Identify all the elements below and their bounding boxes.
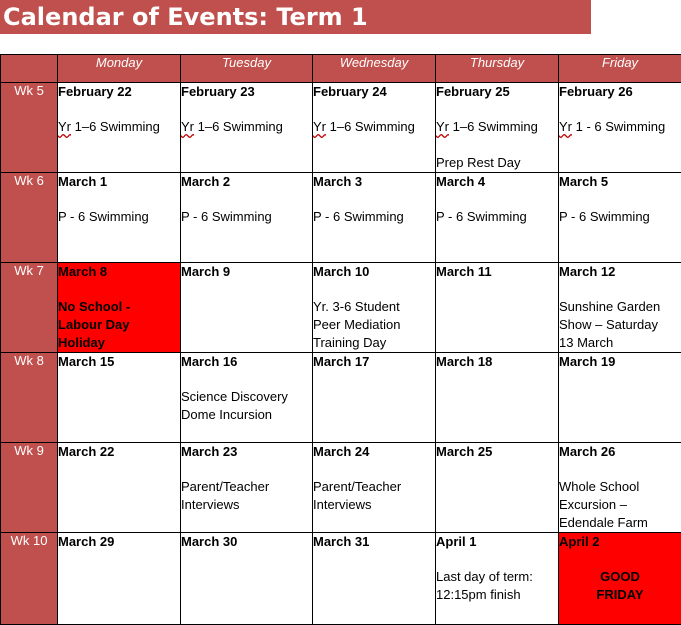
- event-line: [436, 118, 558, 136]
- day-cell-thursday: [436, 263, 559, 353]
- day-cell-wednesday: [313, 263, 436, 353]
- spacer: [559, 100, 681, 118]
- spacer: [313, 100, 435, 118]
- date-label: March 24: [313, 444, 370, 459]
- event-text: Parent/Teacher: [313, 479, 402, 494]
- week-row: [1, 533, 681, 625]
- event-prefix: Yr: [436, 119, 449, 134]
- day-cell-thursday: [436, 533, 559, 625]
- day-header-tuesday: Tuesday: [181, 55, 313, 83]
- event-text: Labour Day: [58, 317, 130, 332]
- event-text: GOOD: [600, 569, 640, 584]
- page-title: Calendar of Events: Term 1: [0, 0, 591, 34]
- week-row: [1, 443, 681, 533]
- event-line: [58, 334, 180, 352]
- event-line: [313, 208, 435, 226]
- day-cell-wednesday: [313, 443, 436, 533]
- spacer: [181, 190, 312, 208]
- event-line: [436, 586, 558, 604]
- day-header-friday: Friday: [559, 55, 681, 83]
- day-cell-wednesday: [313, 173, 436, 263]
- event-line: [559, 496, 681, 514]
- event-prefix: Yr: [313, 119, 326, 134]
- event-line: [181, 208, 312, 226]
- day-cell-monday: [58, 353, 181, 443]
- event-line: [181, 478, 312, 496]
- event-line: [559, 208, 681, 226]
- event-line: [559, 316, 681, 334]
- calendar-table: [0, 54, 681, 625]
- week-label: Wk 6: [1, 173, 58, 263]
- event-text: P - 6 Swimming: [436, 209, 527, 224]
- event-line: [559, 478, 681, 496]
- event-line: [313, 478, 435, 496]
- date-label: March 17: [313, 354, 370, 369]
- day-header-wednesday: Wednesday: [313, 55, 436, 83]
- day-cell-tuesday: [181, 353, 313, 443]
- event-text: Excursion –: [559, 497, 627, 512]
- week-label: Wk 9: [1, 443, 58, 533]
- week-row: [1, 353, 681, 443]
- event-text: 13 March: [559, 335, 614, 350]
- spacer: [436, 100, 558, 118]
- date-label: March 19: [559, 354, 616, 369]
- event-text: Show – Saturday: [559, 317, 659, 332]
- event-text: Prep Rest Day: [436, 155, 521, 170]
- event-text: Yr. 3-6 Student: [313, 299, 400, 314]
- event-prefix: Yr: [181, 119, 194, 134]
- event-line: [559, 298, 681, 316]
- event-line: [181, 388, 312, 406]
- calendar-body: [1, 83, 681, 625]
- event-line: [559, 334, 681, 352]
- event-line: [181, 406, 312, 424]
- date-label: March 4: [436, 174, 486, 189]
- week-row: [1, 83, 681, 173]
- event-line: [559, 586, 681, 604]
- week-label: Wk 7: [1, 263, 58, 353]
- date-label: February 24: [313, 84, 387, 99]
- date-label: March 16: [181, 354, 238, 369]
- date-label: March 10: [313, 264, 370, 279]
- day-cell-thursday: [436, 443, 559, 533]
- spacer: [58, 280, 180, 298]
- spacer: [181, 370, 312, 388]
- day-cell-tuesday: [181, 173, 313, 263]
- event-text: Science Discovery: [181, 389, 288, 404]
- date-label: February 26: [559, 84, 633, 99]
- date-label: March 9: [181, 264, 231, 279]
- date-label: March 31: [313, 534, 370, 549]
- event-prefix: Yr: [58, 119, 71, 134]
- date-label: March 18: [436, 354, 493, 369]
- date-label: March 1: [58, 174, 108, 189]
- date-label: March 5: [559, 174, 609, 189]
- event-text: 1 - 6 Swimming: [572, 119, 666, 134]
- spacer: [559, 460, 681, 478]
- spacer: [436, 190, 558, 208]
- day-cell-thursday: [436, 353, 559, 443]
- event-text: P - 6 Swimming: [181, 209, 272, 224]
- spacer: [58, 190, 180, 208]
- event-line: [313, 334, 435, 352]
- date-label: March 25: [436, 444, 493, 459]
- date-label: March 23: [181, 444, 238, 459]
- day-cell-tuesday: [181, 443, 313, 533]
- day-cell-tuesday: [181, 533, 313, 625]
- day-header-row: [1, 55, 681, 83]
- day-header-monday: Monday: [58, 55, 181, 83]
- date-label: March 15: [58, 354, 115, 369]
- day-cell-friday: [559, 443, 681, 533]
- day-cell-monday: [58, 173, 181, 263]
- day-cell-friday: [559, 353, 681, 443]
- week-row: [1, 263, 681, 353]
- spacer: [58, 100, 180, 118]
- date-label: March 8: [58, 264, 108, 279]
- day-cell-wednesday: [313, 533, 436, 625]
- date-label: February 25: [436, 84, 510, 99]
- event-line: [436, 136, 558, 154]
- spacer: [436, 550, 558, 568]
- event-text: P - 6 Swimming: [559, 209, 650, 224]
- day-cell-monday: [58, 533, 181, 625]
- week-row: [1, 173, 681, 263]
- event-text: 1–6 Swimming: [326, 119, 415, 134]
- date-label: February 22: [58, 84, 132, 99]
- date-label: March 29: [58, 534, 115, 549]
- spacer: [559, 190, 681, 208]
- spacer: [313, 460, 435, 478]
- event-text: Peer Mediation: [313, 317, 401, 332]
- event-text: Sunshine Garden: [559, 299, 661, 314]
- day-cell-friday: [559, 83, 681, 173]
- event-line: [58, 316, 180, 334]
- date-label: March 26: [559, 444, 616, 459]
- event-line: [436, 568, 558, 586]
- event-text: 12:15pm finish: [436, 587, 521, 602]
- event-line: [313, 496, 435, 514]
- day-cell-thursday: [436, 83, 559, 173]
- event-text: FRIDAY: [596, 587, 644, 602]
- event-text: Edendale Farm: [559, 515, 648, 530]
- date-label: March 30: [181, 534, 238, 549]
- event-line: [436, 208, 558, 226]
- event-text: Interviews: [181, 497, 240, 512]
- event-line: [58, 118, 180, 136]
- day-cell-tuesday: [181, 263, 313, 353]
- day-cell-monday: [58, 443, 181, 533]
- day-header-thursday: Thursday: [436, 55, 559, 83]
- day-cell-thursday: [436, 173, 559, 263]
- event-text: Training Day: [313, 335, 387, 350]
- header-corner: [1, 55, 58, 83]
- event-text: No School -: [58, 299, 131, 314]
- event-line: [58, 208, 180, 226]
- event-text: Dome Incursion: [181, 407, 273, 422]
- date-label: March 2: [181, 174, 231, 189]
- event-line: [559, 514, 681, 532]
- day-cell-monday: [58, 83, 181, 173]
- date-label: March 12: [559, 264, 616, 279]
- date-label: February 23: [181, 84, 255, 99]
- spacer: [181, 100, 312, 118]
- week-label: Wk 8: [1, 353, 58, 443]
- event-text: Parent/Teacher: [181, 479, 270, 494]
- event-line: [58, 298, 180, 316]
- spacer: [313, 280, 435, 298]
- event-line: [313, 118, 435, 136]
- event-line: [181, 496, 312, 514]
- date-label: April 1: [436, 534, 477, 549]
- event-text: Last day of term:: [436, 569, 533, 584]
- event-prefix: Yr: [559, 119, 572, 134]
- event-text: Interviews: [313, 497, 372, 512]
- event-text: Whole School: [559, 479, 640, 494]
- day-cell-wednesday: [313, 353, 436, 443]
- week-label: Wk 5: [1, 83, 58, 173]
- event-text: 1–6 Swimming: [194, 119, 283, 134]
- date-label: April 2: [559, 534, 600, 549]
- event-line: [313, 316, 435, 334]
- event-text: Holiday: [58, 335, 105, 350]
- spacer: [559, 280, 681, 298]
- spacer: [181, 460, 312, 478]
- event-line: [181, 118, 312, 136]
- date-label: March 3: [313, 174, 363, 189]
- spacer: [313, 190, 435, 208]
- day-cell-tuesday: [181, 83, 313, 173]
- event-line: [436, 154, 558, 172]
- spacer: [559, 550, 681, 568]
- event-line: [559, 118, 681, 136]
- event-text: P - 6 Swimming: [313, 209, 404, 224]
- date-label: March 22: [58, 444, 115, 459]
- week-label: Wk 10: [1, 533, 58, 625]
- day-cell-friday: [559, 263, 681, 353]
- event-text: P - 6 Swimming: [58, 209, 149, 224]
- day-cell-monday: [58, 263, 181, 353]
- event-line: [313, 298, 435, 316]
- day-cell-friday: [559, 173, 681, 263]
- event-text: 1–6 Swimming: [71, 119, 160, 134]
- day-cell-friday: [559, 533, 681, 625]
- event-text: 1–6 Swimming: [449, 119, 538, 134]
- day-cell-wednesday: [313, 83, 436, 173]
- date-label: March 11: [436, 264, 492, 279]
- event-line: [559, 568, 681, 586]
